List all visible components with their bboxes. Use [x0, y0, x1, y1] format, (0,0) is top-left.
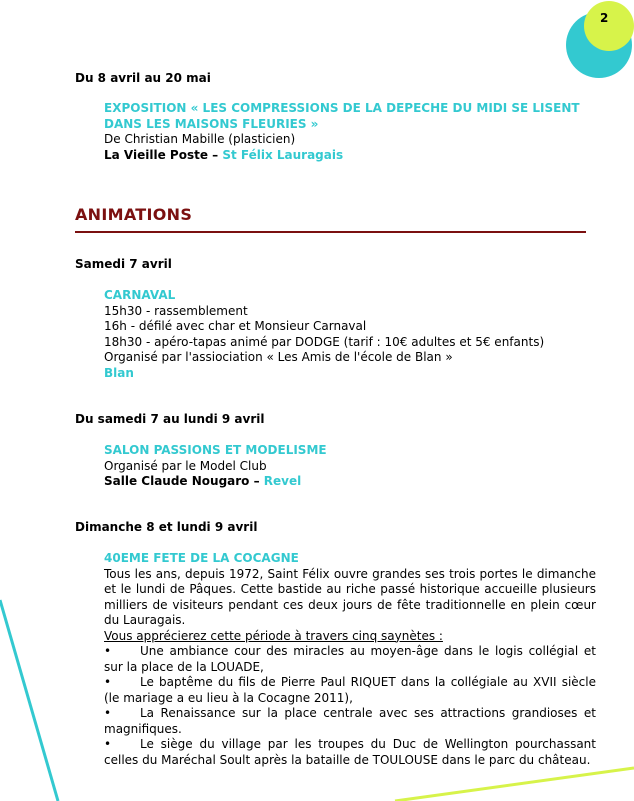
salon-organizer: Organisé par le Model Club — [104, 458, 267, 473]
salon-title: SALON PASSIONS ET MODELISME — [104, 443, 327, 457]
expo-date: Du 8 avril au 20 mai — [75, 71, 211, 85]
cocagne-lead: Vous apprécierez cette période à travers cinq saynètes : — [104, 628, 443, 643]
cocagne-date: Dimanche 8 et lundi 9 avril — [75, 520, 258, 534]
salon-date: Du samedi 7 au lundi 9 avril — [75, 412, 265, 426]
bullet-mark: • — [104, 706, 112, 720]
carnaval-block — [104, 288, 596, 381]
bullet-text: Le siège du village par les troupes du Duc de Wellington pourchassant celles du Maréchal Soult après la bataille de TOULOUSE dans le parc du château. — [104, 737, 596, 767]
expo-artist: De Christian Mabille (plasticien) — [104, 132, 296, 146]
bullet-text: Une ambiance cour des miracles au moyen-âge dans le logis collégial et sur la place de la LOUADE, — [104, 644, 596, 674]
carnaval-line: 16h - défilé avec char et Monsieur Carnaval — [104, 319, 367, 333]
salon-sep: – — [249, 474, 264, 488]
bullet-mark: • — [104, 675, 112, 689]
bullet-text: La Renaissance sur la place centrale avec ses attractions grandioses et magnifiques. — [104, 706, 596, 736]
cocagne-bullet-item — [104, 675, 596, 706]
cocagne-title: 40EME FETE DE LA COCAGNE — [104, 551, 299, 565]
page-number: 2 — [600, 11, 609, 25]
section-title: ANIMATIONS — [75, 205, 586, 233]
bullet-text: Le baptême du fils de Pierre Paul RIQUET dans la collégiale au XVII siècle (le mariage a eu lieu à la Cocagne 2011), — [104, 675, 596, 705]
cocagne-block — [104, 551, 596, 768]
cocagne-bullet-item — [104, 644, 596, 675]
salon-venue: Salle Claude Nougaro — [104, 474, 250, 488]
salon-city: Revel — [263, 474, 302, 488]
lime-diagonal-line — [395, 768, 634, 801]
cocagne-intro: Tous les ans, depuis 1972, Saint Félix ouvre grandes ses trois portes le dimanche et le lundi de Pâques. Cette bastide au riche passé historique accueille plusieurs milliers de visiteurs pendant ces deux jours de fête traditionnelle en plein cœur du Lauragais. — [104, 566, 596, 627]
expo-title-line2: DANS LES MAISONS FLEURIES » — [104, 116, 319, 131]
lime-circle — [584, 1, 634, 51]
carnaval-line: 18h30 - apéro-tapas animé par DODGE (tarif : 10€ adultes et 5€ enfants) — [104, 334, 545, 349]
expo-city: St Félix Lauragais — [222, 147, 344, 162]
bullet-mark: • — [104, 644, 112, 658]
expo-venue: La Vieille Poste — [104, 147, 208, 162]
expo-block — [104, 101, 596, 163]
carnaval-title: CARNAVAL — [104, 288, 176, 302]
bullet-mark: • — [104, 737, 112, 751]
carnaval-city: Blan — [104, 365, 134, 380]
salon-block — [104, 443, 596, 490]
expo-title-line1: EXPOSITION « LES COMPRESSIONS DE LA DEPECHE DU MIDI SE LISENT — [104, 101, 580, 115]
carnaval-line: Organisé par l'assiociation « Les Amis de l'école de Blan » — [104, 350, 453, 364]
expo-sep: – — [207, 147, 223, 162]
cocagne-bullet-item — [104, 706, 596, 737]
cyan-diagonal-line — [0, 600, 58, 801]
carnaval-date: Samedi 7 avril — [75, 257, 172, 271]
carnaval-line: 15h30 - rassemblement — [104, 303, 248, 318]
cocagne-bullet-item — [104, 737, 596, 768]
